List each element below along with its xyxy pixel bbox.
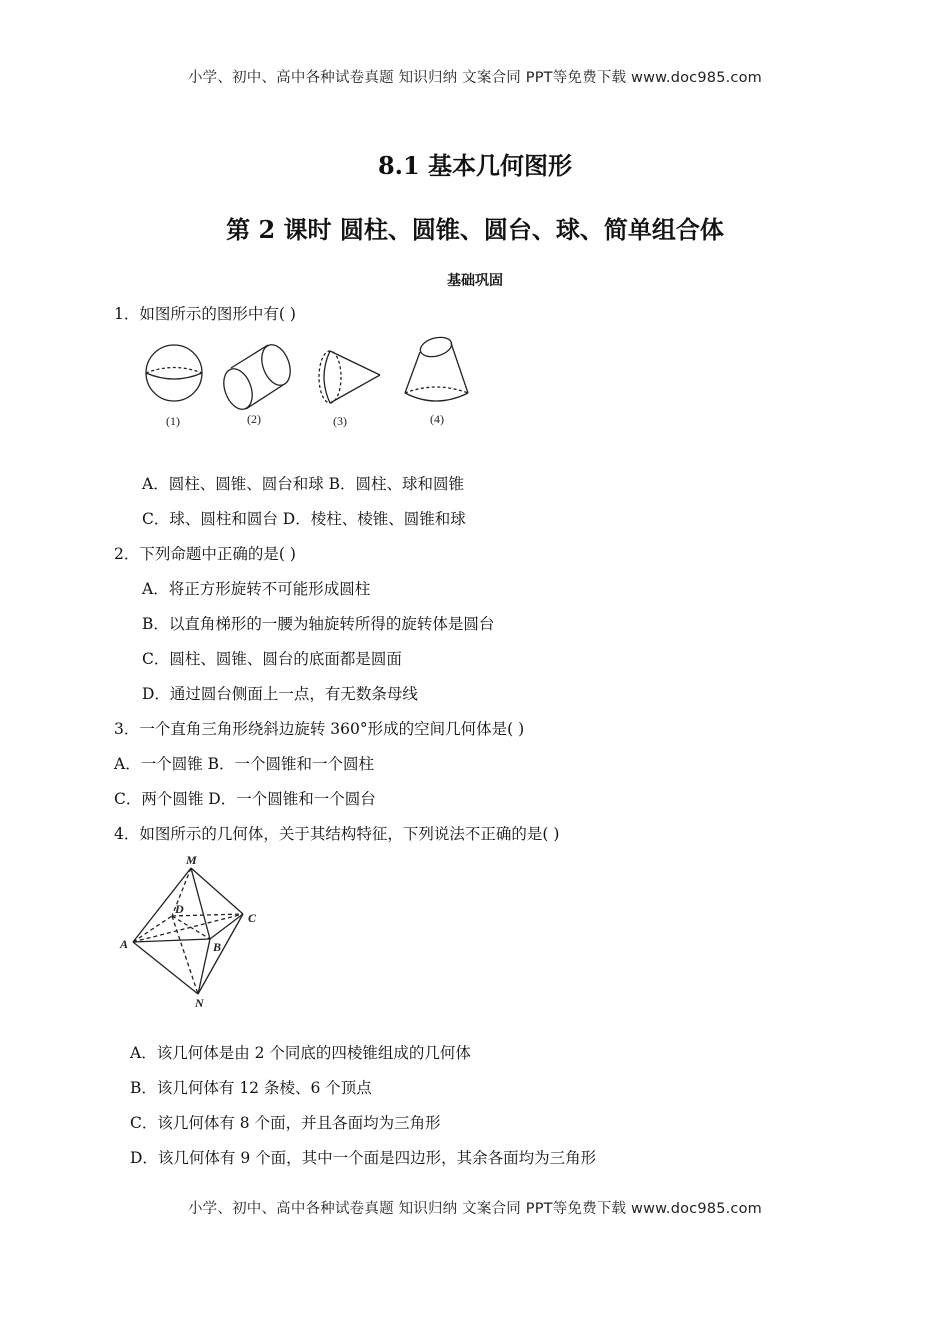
vertex-label-a: A (120, 937, 129, 951)
page-subtitle: 第 2 课时 圆柱、圆锥、圆台、球、简单组合体 (226, 215, 724, 244)
vertex-label-b: B (213, 940, 222, 954)
page-header: 小学、初中、高中各种试卷真题 知识归纳 文案合同 PPT等免费下载 www.doc985.com (187, 70, 763, 86)
q2-option-c: C．圆柱、圆锥、圆台的底面都是圆面 (142, 650, 402, 668)
fig-label-2: (2) (247, 412, 261, 426)
frustum-shape (405, 335, 468, 401)
section-heading: 基础巩固 (447, 273, 503, 289)
fig-label-3: (3) (333, 414, 347, 428)
cone-shape (319, 351, 380, 403)
cylinder-shape (219, 341, 296, 413)
q4-option-c: C．该几何体有 8 个面，并且各面均为三角形 (130, 1114, 441, 1132)
fig-label-4: (4) (430, 412, 444, 426)
q3-options-ab: A．一个圆锥 B．一个圆锥和一个圆柱 (114, 755, 375, 773)
q2-option-b: B．以直角梯形的一腰为轴旋转所得的旋转体是圆台 (142, 615, 495, 633)
q2-option-a: A．将正方形旋转不可能形成圆柱 (142, 580, 371, 598)
vertex-label-d: D (175, 902, 184, 916)
page-footer: 小学、初中、高中各种试卷真题 知识归纳 文案合同 PPT等免费下载 www.doc985.com (187, 1201, 763, 1217)
vertex-label-m: M (186, 853, 197, 867)
q1-options-ab: A．圆柱、圆锥、圆台和球 B．圆柱、球和圆锥 (142, 475, 465, 493)
q2-option-d: D．通过圆台侧面上一点，有无数条母线 (142, 685, 418, 703)
q1-options-cd: C．球、圆柱和圆台 D．棱柱、棱锥、圆锥和球 (142, 510, 466, 528)
q3-stem: 3．一个直角三角形绕斜边旋转 360°形成的空间几何体是( ) (114, 720, 525, 738)
q4-option-a: A．该几何体是由 2 个同底的四棱锥组成的几何体 (130, 1044, 471, 1062)
vertex-label-c: C (248, 911, 257, 925)
q2-stem: 2．下列命题中正确的是( ) (114, 545, 296, 563)
q1-figure (140, 335, 480, 435)
q4-stem: 4．如图所示的几何体，关于其结构特征，下列说法不正确的是( ) (114, 825, 560, 843)
sphere-shape (146, 345, 202, 401)
q3-options-cd: C．两个圆锥 D．一个圆锥和一个圆台 (114, 790, 376, 808)
q4-option-b: B．该几何体有 12 条棱、6 个顶点 (130, 1079, 372, 1097)
q4-option-d: D．该几何体有 9 个面，其中一个面是四边形，其余各面均为三角形 (130, 1149, 597, 1167)
page-title: 8.1 基本几何图形 (377, 151, 573, 180)
fig-label-1: (1) (166, 414, 180, 428)
vertex-label-n: N (195, 996, 204, 1010)
q4-octahedron-figure (110, 852, 280, 1012)
q1-stem: 1．如图所示的图形中有( ) (114, 305, 296, 323)
